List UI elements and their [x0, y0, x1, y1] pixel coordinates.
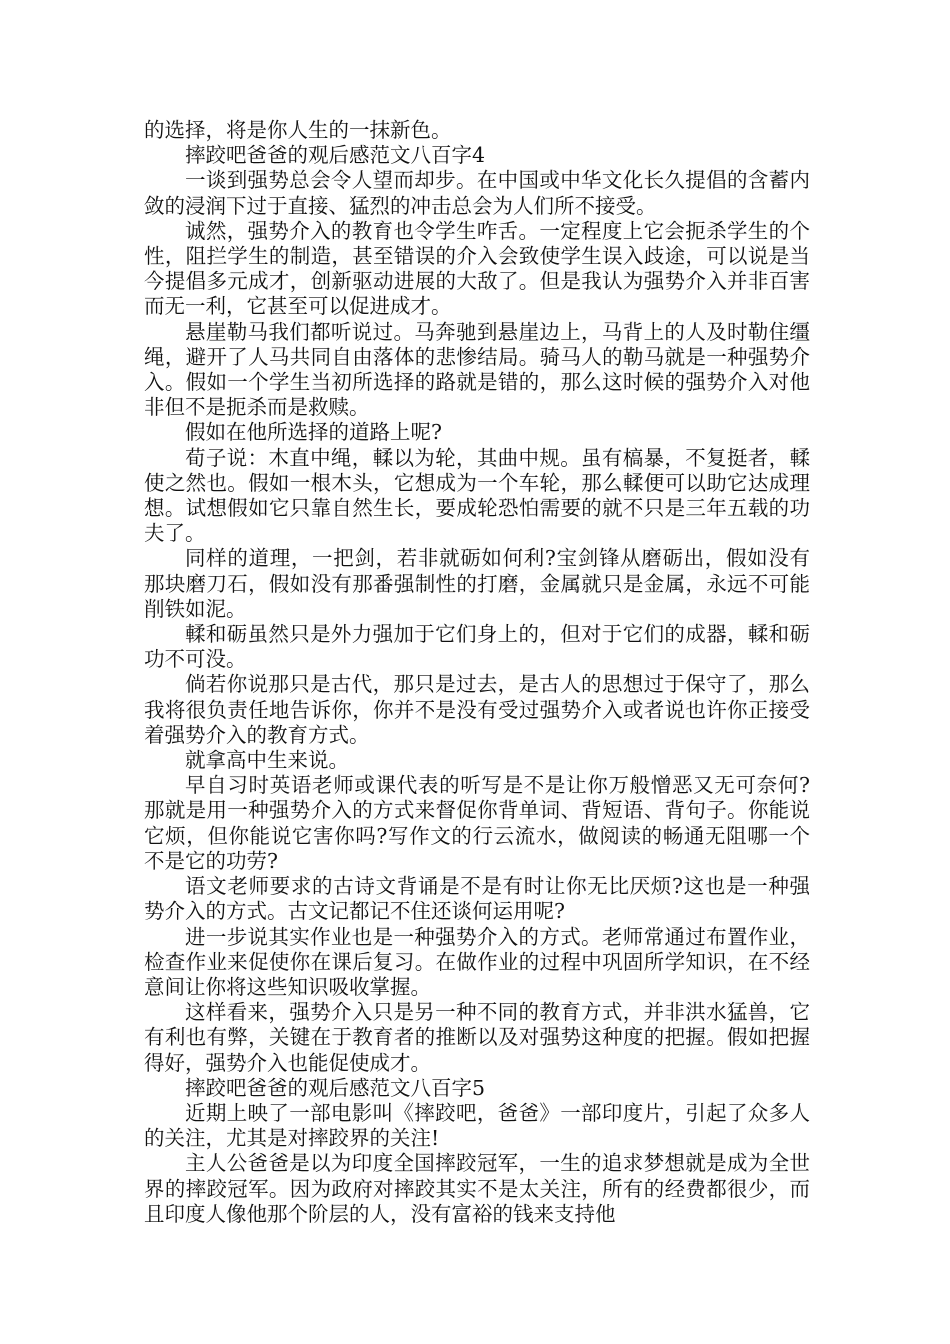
paragraph: 一谈到强势总会令人望而却步。在中国或中华文化长久提倡的含蓄内敛的浸润下过于直接、猛烈的冲击总会为人们所不接受。	[144, 168, 810, 218]
paragraph-continuation: 的选择，将是你人生的一抹新色。	[144, 118, 452, 142]
paragraph: 輮和砺虽然只是外力强加于它们身上的，但对于它们的成器，輮和砺功不可没。	[144, 622, 810, 672]
paragraph: 诚然，强势介入的教育也令学生咋舌。一定程度上它会扼杀学生的个性，阻拦学生的制造，甚至错误的介入会致使学生误入歧途，可以说是当今提倡多元成才，创新驱动进展的大敌了。但是我认为强势介入并非百害而无一利，它甚至可以促进成才。	[144, 218, 810, 319]
paragraph: 假如在他所选择的道路上呢?	[185, 420, 442, 445]
paragraph: 倘若你说那只是古代，那只是过去，是古人的思想过于保守了，那么我将很负责任地告诉你，你并不是没有受过强势介入或者说也许你正接受着强势介入的教育方式。	[144, 672, 810, 747]
paragraph: 语文老师要求的古诗文背诵是不是有时让你无比厌烦?这也是一种强势介入的方式。古文记都记不住还谈何运用呢?	[144, 874, 810, 924]
paragraph: 早自习时英语老师或课代表的听写是不是让你万般憎恶又无可奈何?那就是用一种强势介入的方式来督促你背单词、背短语、背句子。你能说它烦，但你能说它害你吗?写作文的行云流水，做阅读的畅通无阻哪一个不是它的功劳?	[144, 773, 810, 873]
paragraph: 这样看来，强势介入只是另一种不同的教育方式，并非洪水猛兽，它有利也有弊，关键在于教育者的推断以及对强势这种度的把握。假如把握得好，强势介入也能促使成才。	[144, 1000, 810, 1075]
section-heading-4: 摔跤吧爸爸的观后感范文八百字4	[185, 143, 486, 168]
paragraph: 悬崖勒马我们都听说过。马奔驰到悬崖边上，马背上的人及时勒住缰绳，避开了人马共同自由落体的悲惨结局。骑马人的勒马就是一种强势介入。假如一个学生当初所选择的路就是错的，那么这时候的强势介入对他非但不是扼杀而是救赎。	[144, 319, 810, 420]
paragraph: 主人公爸爸是以为印度全国摔跤冠军，一生的追求梦想就是成为全世界的摔跤冠军。因为政府对摔跤其实不是太关注，所有的经费都很少，而且印度人像他那个阶层的人，没有富裕的钱来支持他	[144, 1151, 810, 1226]
paragraph: 同样的道理，一把剑，若非就砺如何利?宝剑锋从磨砺出，假如没有那块磨刀石，假如没有那番强制性的打磨，金属就只是金属，永远不可能削铁如泥。	[144, 546, 810, 621]
section-heading-5: 摔跤吧爸爸的观后感范文八百字5	[185, 1075, 486, 1100]
document-page	[144, 118, 810, 1227]
paragraph: 就拿高中生来说。	[185, 748, 349, 773]
paragraph: 进一步说其实作业也是一种强势介入的方式。老师常通过布置作业，检查作业来促使你在课后复习。在做作业的过程中巩固所学知识，在不经意间让你将这些知识吸收掌握。	[144, 924, 810, 999]
paragraph: 荀子说：木直中绳，輮以为轮，其曲中规。虽有槁暴，不复挺者，輮使之然也。假如一根木头，它想成为一个车轮，那么輮便可以助它达成理想。试想假如它只靠自然生长，要成轮恐怕需要的就不只是三年五载的功夫了。	[144, 445, 810, 546]
paragraph: 近期上映了一部电影叫《摔跤吧，爸爸》一部印度片，引起了众多人的关注，尤其是对摔跤界的关注!	[144, 1100, 810, 1151]
